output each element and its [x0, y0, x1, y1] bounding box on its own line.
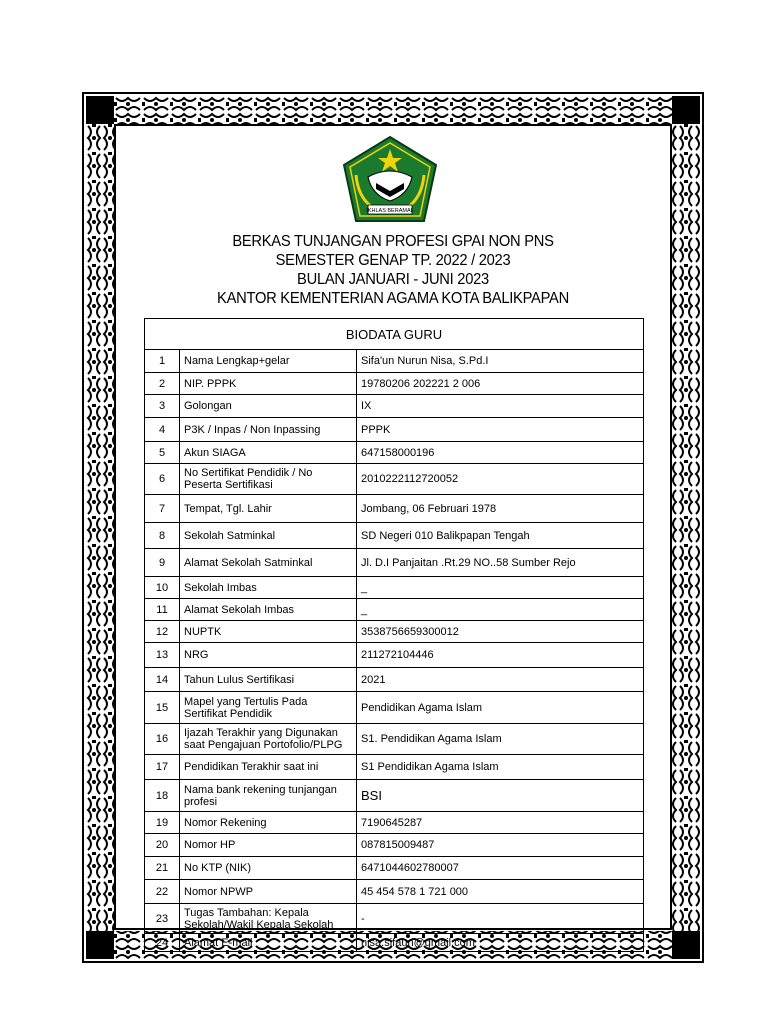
- table-row: [145, 812, 644, 834]
- field-label: Tahun Lulus Sertifikasi: [180, 668, 357, 692]
- row-number: 21: [145, 857, 180, 880]
- table-row: [145, 418, 644, 442]
- table-row: [145, 495, 644, 523]
- table-row: [145, 857, 644, 880]
- header-line-1: BERKAS TUNJANGAN PROFESI GPAI NON PNS: [232, 233, 554, 250]
- field-value: IX: [357, 395, 644, 418]
- row-number: 20: [145, 834, 180, 857]
- field-label: Sekolah Satminkal: [180, 523, 357, 549]
- field-value: 19780206 202221 2 006: [357, 373, 644, 395]
- field-value: _: [357, 599, 644, 621]
- field-label: NUPTK: [180, 621, 357, 643]
- row-number: 12: [145, 621, 180, 643]
- field-value: Jombang, 06 Februari 1978: [357, 495, 644, 523]
- field-label: No KTP (NIK): [180, 857, 357, 880]
- field-label: Nama Lengkap+gelar: [180, 350, 357, 373]
- field-label: Akun SIAGA: [180, 442, 357, 464]
- row-number: 24: [145, 934, 180, 952]
- row-number: 23: [145, 904, 180, 934]
- row-number: 17: [145, 755, 180, 780]
- field-value: 6471044602780007: [357, 857, 644, 880]
- field-value: _: [357, 577, 644, 599]
- row-number: 8: [145, 523, 180, 549]
- field-label: Alamat Sekolah Imbas: [180, 599, 357, 621]
- header-line-3: BULAN JANUARI - JUNI 2023: [297, 271, 489, 288]
- field-label: P3K / Inpas / Non Inpassing: [180, 418, 357, 442]
- field-label: Nomor Rekening: [180, 812, 357, 834]
- field-value: 647158000196: [357, 442, 644, 464]
- field-value: 3538756659300012: [357, 621, 644, 643]
- table-row: [145, 442, 644, 464]
- logo-motto: IKHLAS BERAMAL: [366, 208, 414, 214]
- row-number: 4: [145, 418, 180, 442]
- field-label: NIP. PPPK: [180, 373, 357, 395]
- header-line-4: KANTOR KEMENTERIAN AGAMA KOTA BALIKPAPAN: [217, 290, 569, 307]
- field-value: 7190645287: [357, 812, 644, 834]
- field-label: Alamat E-mail: [180, 934, 357, 952]
- field-label: Nama bank rekening tunjangan profesi: [180, 780, 357, 812]
- field-value: -: [357, 904, 644, 934]
- field-label: Pendidikan Terakhir saat ini: [180, 755, 357, 780]
- table-title: BIODATA GURU: [145, 319, 644, 350]
- row-number: 11: [145, 599, 180, 621]
- field-value: BSI: [357, 780, 644, 812]
- row-number: 16: [145, 724, 180, 755]
- row-number: 13: [145, 643, 180, 668]
- table-row: [145, 599, 644, 621]
- field-value: SD Negeri 010 Balikpapan Tengah: [357, 523, 644, 549]
- field-value: Sifa'un Nurun Nisa, S.Pd.I: [357, 350, 644, 373]
- table-row: [145, 643, 644, 668]
- row-number: 7: [145, 495, 180, 523]
- field-value: 087815009487: [357, 834, 644, 857]
- field-value: PPPK: [357, 418, 644, 442]
- field-value: 45 454 578 1 721 000: [357, 880, 644, 904]
- row-number: 15: [145, 692, 180, 724]
- table-row: [145, 668, 644, 692]
- table-row: [145, 724, 644, 755]
- row-number: 10: [145, 577, 180, 599]
- row-number: 1: [145, 350, 180, 373]
- field-label: Ijazah Terakhir yang Digunakan saat Pengajuan Portofolio/PLPG: [180, 724, 357, 755]
- table-row: [145, 880, 644, 904]
- field-value: Pendidikan Agama Islam: [357, 692, 644, 724]
- row-number: 6: [145, 464, 180, 495]
- row-number: 3: [145, 395, 180, 418]
- field-label: Tempat, Tgl. Lahir: [180, 495, 357, 523]
- table-row: [145, 834, 644, 857]
- field-label: Nomor NPWP: [180, 880, 357, 904]
- field-value: 2010222112720052: [357, 464, 644, 495]
- field-label: Nomor HP: [180, 834, 357, 857]
- table-row: [145, 464, 644, 495]
- row-number: 22: [145, 880, 180, 904]
- field-value: nisa.sifaun@gmail.com: [357, 934, 644, 952]
- kemenag-logo: [338, 135, 442, 227]
- header-line-2: SEMESTER GENAP TP. 2022 / 2023: [275, 252, 511, 269]
- table-row: [145, 350, 644, 373]
- table-row: [145, 549, 644, 577]
- row-number: 9: [145, 549, 180, 577]
- field-label: Alamat Sekolah Satminkal: [180, 549, 357, 577]
- field-value: 2021: [357, 668, 644, 692]
- field-value: 211272104446: [357, 643, 644, 668]
- biodata-table: [144, 318, 644, 952]
- row-number: 14: [145, 668, 180, 692]
- field-label: NRG: [180, 643, 357, 668]
- field-value: S1 Pendidikan Agama Islam: [357, 755, 644, 780]
- document-header: [114, 232, 672, 308]
- table-row: [145, 904, 644, 934]
- field-value: Jl. D.I Panjaitan .Rt.29 NO..58 Sumber Rejo: [357, 549, 644, 577]
- field-label: Sekolah Imbas: [180, 577, 357, 599]
- row-number: 2: [145, 373, 180, 395]
- field-label: Tugas Tambahan: Kepala Sekolah/Wakil Kepala Sekolah: [180, 904, 357, 934]
- row-number: 5: [145, 442, 180, 464]
- field-value: S1. Pendidikan Agama Islam: [357, 724, 644, 755]
- table-row: [145, 395, 644, 418]
- field-label: Golongan: [180, 395, 357, 418]
- table-row: [145, 373, 644, 395]
- field-label: Mapel yang Tertulis Pada Sertifikat Pendidik: [180, 692, 357, 724]
- table-row: [145, 934, 644, 952]
- table-row: [145, 755, 644, 780]
- table-row: [145, 692, 644, 724]
- table-row: [145, 780, 644, 812]
- row-number: 18: [145, 780, 180, 812]
- table-row: [145, 523, 644, 549]
- row-number: 19: [145, 812, 180, 834]
- field-label: No Sertifikat Pendidik / No Peserta Sertifikasi: [180, 464, 357, 495]
- table-row: [145, 577, 644, 599]
- table-row: [145, 621, 644, 643]
